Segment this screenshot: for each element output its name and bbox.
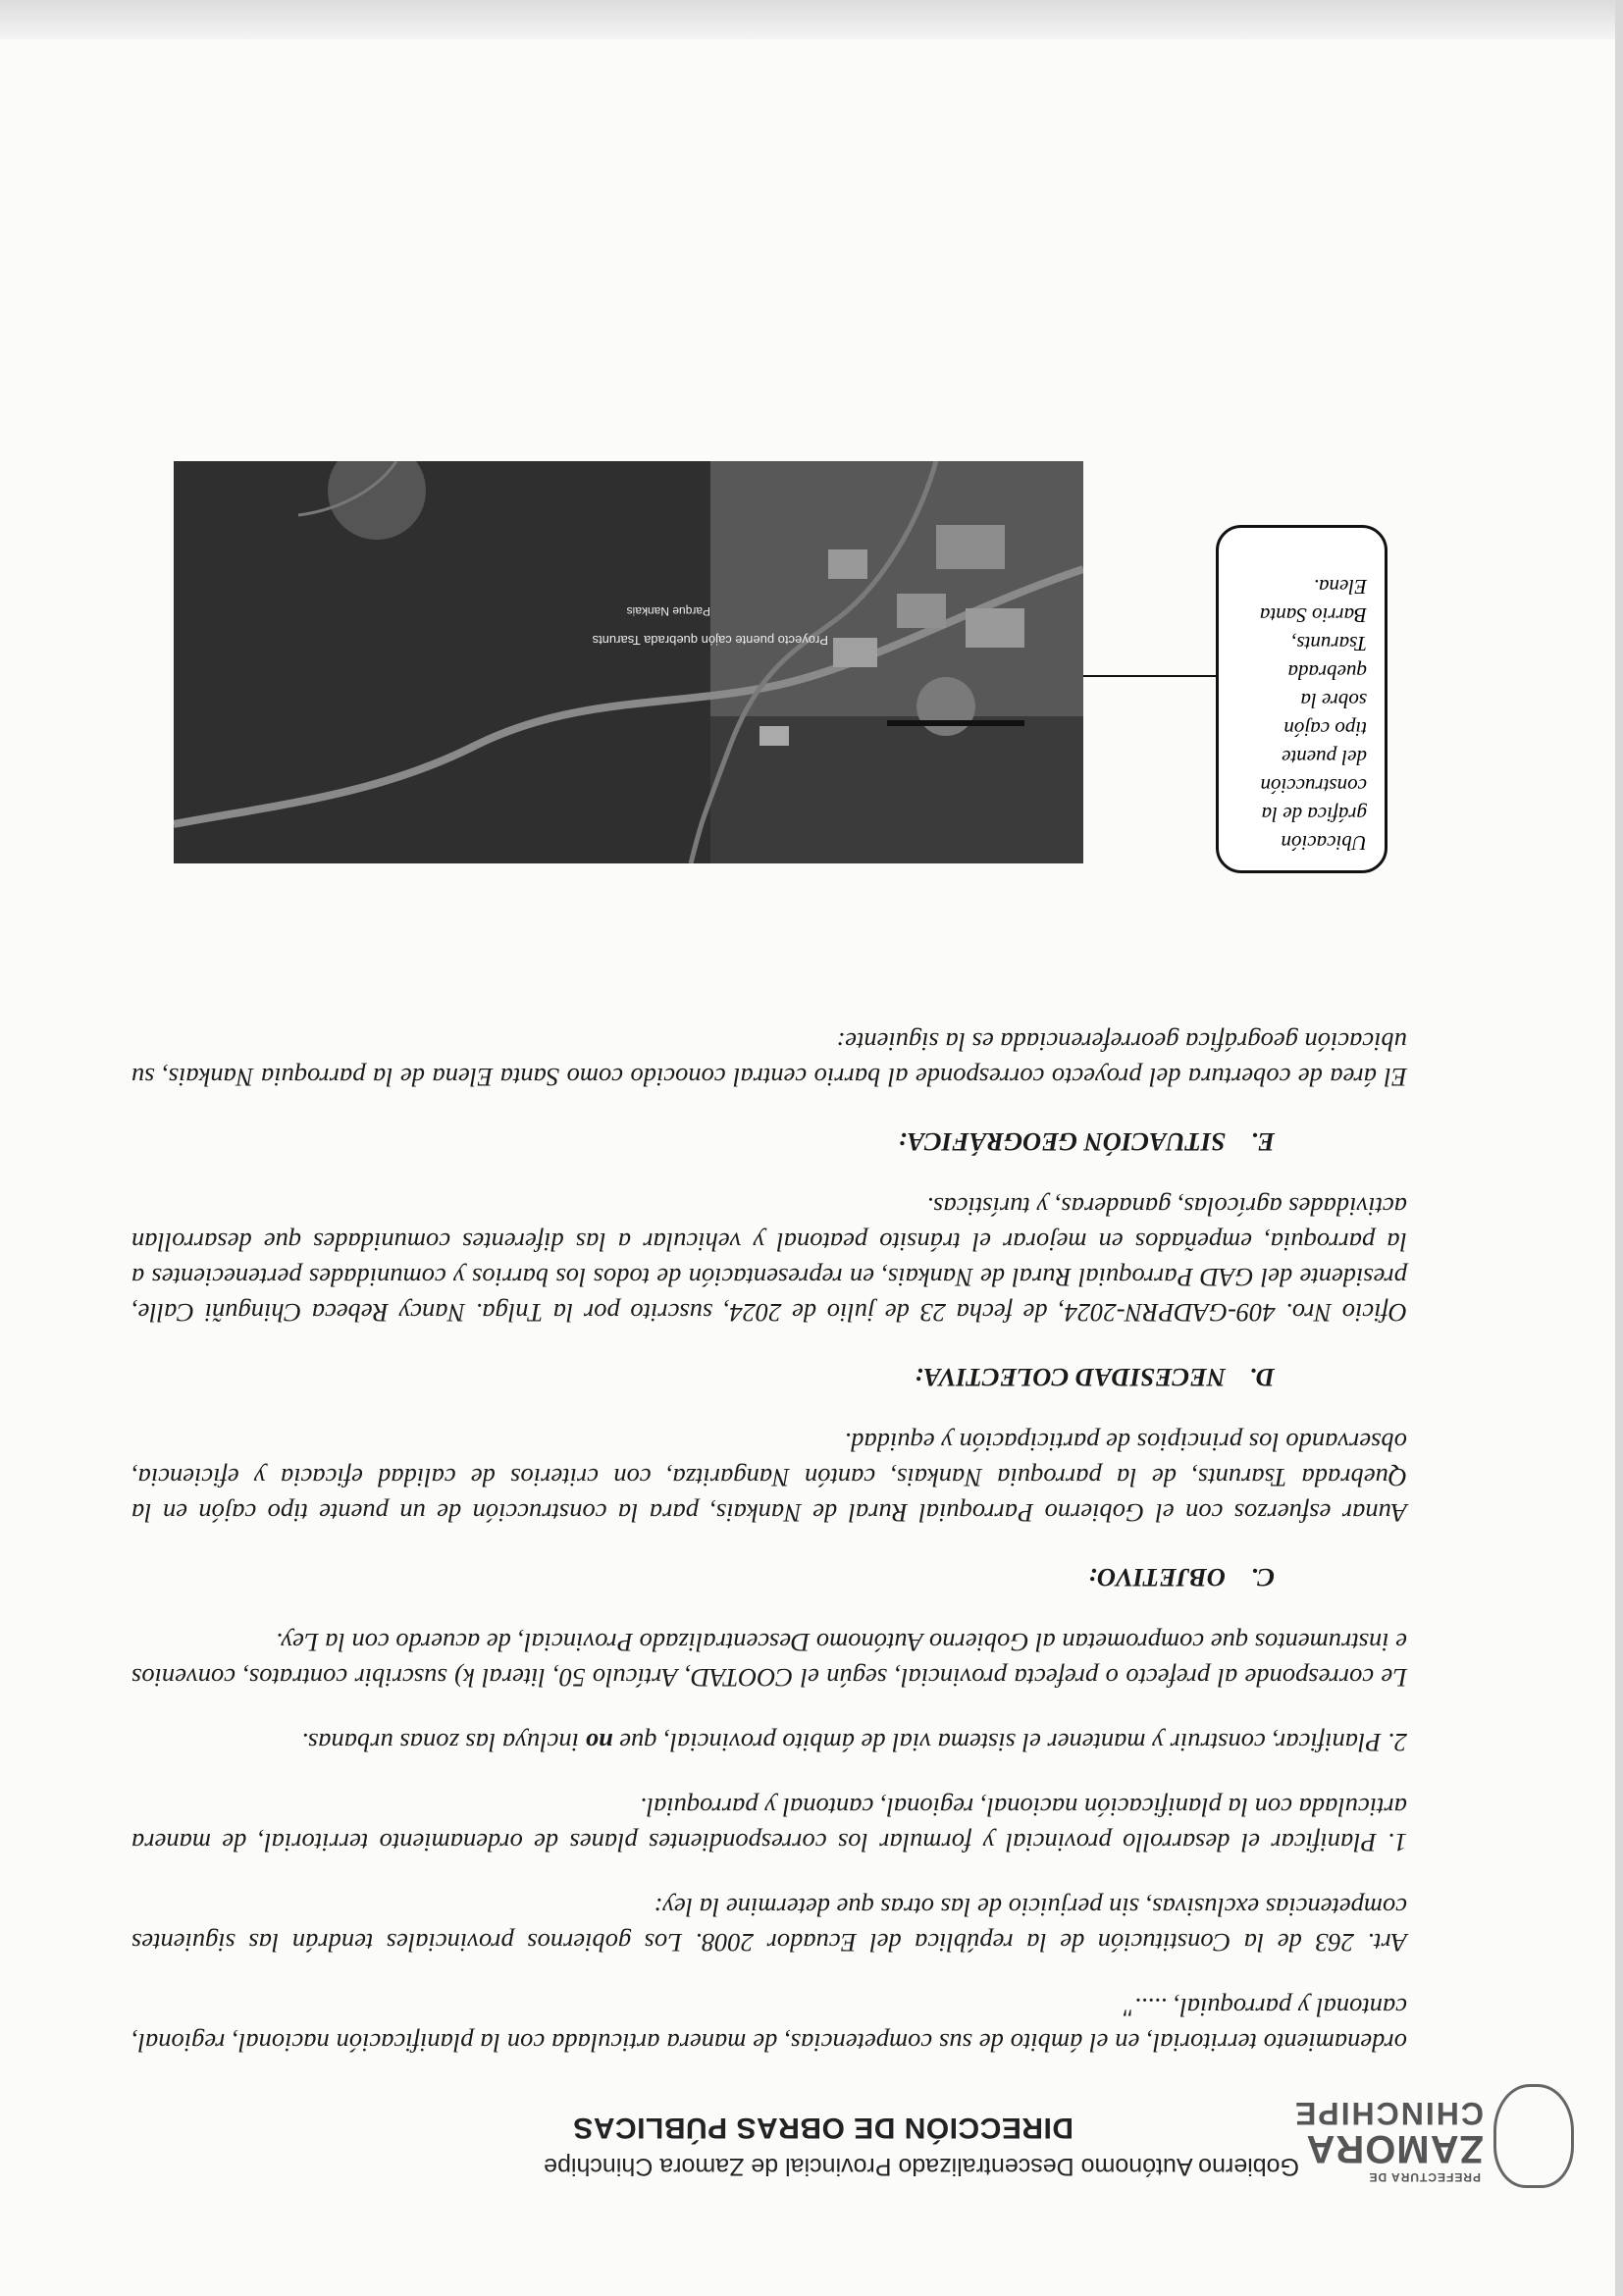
- callout-line: tipo cajón: [1283, 717, 1367, 741]
- section-letter: C.: [1250, 1563, 1275, 1592]
- paragraph-text: incluya las zonas urbanas.: [301, 1728, 586, 1757]
- location-figure: [122, 461, 1387, 873]
- government-name: Gobierno Autónomo Descentralizado Provincial de Zamora Chinchipe: [544, 2153, 1299, 2180]
- seal-icon: [1493, 2084, 1574, 2188]
- paragraph: [131, 1725, 1407, 1760]
- section-letter: D.: [1249, 1363, 1275, 1392]
- logo-chinchipe-text: CHINCHIPE: [1292, 2096, 1484, 2131]
- prefectura-logo: [1292, 2080, 1574, 2188]
- satellite-map-drawing: [174, 461, 1083, 863]
- section-title: SITUACIÓN GEOGRÁFICA:: [898, 1127, 1226, 1157]
- direction-title: DIRECCIÓN DE OBRAS PÚBLICAS: [572, 2112, 1073, 2144]
- paragraph: Art. 263 de la Constitución de la república del Ecuador 2008. Los gobiernos provinciales tendrán las siguientes competencias exclusivas, sin perjuicio de las otras que determine la ley:: [131, 1893, 1407, 1957]
- section-heading-d: [131, 1360, 1275, 1395]
- callout-line: Elena.: [1313, 575, 1367, 599]
- logo-zamora-text: ZAMORA: [1305, 2127, 1484, 2170]
- callout-line: del puente: [1282, 746, 1367, 769]
- section-heading-e: [131, 1124, 1275, 1160]
- callout-line: Barrio Santa: [1259, 603, 1367, 627]
- emphasis-no: no: [585, 1728, 613, 1757]
- callout-line: Ubicación: [1281, 831, 1367, 855]
- callout-pointer: [1083, 675, 1216, 677]
- satellite-map-image: [174, 461, 1083, 863]
- document-body: [131, 1024, 1407, 2061]
- section-letter: E.: [1250, 1127, 1275, 1157]
- callout-line: construcción: [1260, 774, 1367, 798]
- callout-line: quebrada: [1287, 660, 1367, 684]
- paragraph: ordenamiento territorial, en el ámbito de sus competencias, de manera articulada con la planificación nacional, regional, cantonal y parroquial, .....": [131, 1993, 1407, 2058]
- paragraph-text: 2. Planificar, construir y mantener el sistema vial de ámbito provincial, que: [612, 1728, 1407, 1757]
- map-label-park: Parque Nankais: [626, 604, 710, 618]
- paragraph: 1. Planificar el desarrollo provincial y formular los correspondientes planes de ordenamiento territorial, de manera articulada con la planificación nacional, regional, cantonal y parroquial.: [131, 1793, 1407, 1857]
- callout-line: Tsarunts,: [1291, 632, 1367, 655]
- section-title: OBJETIVO:: [1088, 1563, 1226, 1592]
- section-title: NECESIDAD COLECTIVA:: [915, 1363, 1226, 1392]
- section-text: El área de cobertura del proyecto corresponde al barrio central conocido como Santa Elena de la parroquia Nankais, su ubicación geográfica georreferenciada es la siguiente:: [131, 1027, 1407, 1092]
- paragraph: Le corresponde al prefecto o prefecta provincial, según el COOTAD, Artículo 50, literal k) suscribir contratos, convenios e instrumentos que comprometan al Gobierno Autónomo Descentralizado Provincial, de acuerdo con la Ley.: [131, 1628, 1407, 1693]
- section-heading-c: [131, 1560, 1275, 1595]
- section-text: Aunar esfuerzos con el Gobierno Parroquial Rural de Nankais, para la construcción de un puente tipo cajón en la Quebrada Tsarunts, de la parroquia Nankais, cantón Nangaritza, con criterios de calidad eficacia y eficiencia, observando los principios de participación y equidad.: [131, 1428, 1407, 1528]
- callout-line: gráfica de la: [1261, 803, 1367, 826]
- logo-prefectura-text: PREFECTURA DE: [1368, 2170, 1481, 2184]
- callout-line: sobre la: [1300, 689, 1367, 712]
- location-callout: [1216, 525, 1387, 873]
- map-label-project: Proyecto puente cajón quebrada Tsarunts: [592, 633, 828, 648]
- section-text: Oficio Nro. 409-GADPRN-2024, de fecha 23 de julio de 2024, suscrito por la Tnlga. Nancy Rebeca Chinguñi Calle, presidente del GAD Parroquial Rural de Nankais, en representación de todos los barrios y comunidades pertenecientes a la parroquia, empeñados en mejorar el tránsito peatonal y vehicular a las diferentes comunidades que desarrollan actividades agrícolas, ganaderas, y turísticas.: [131, 1192, 1407, 1328]
